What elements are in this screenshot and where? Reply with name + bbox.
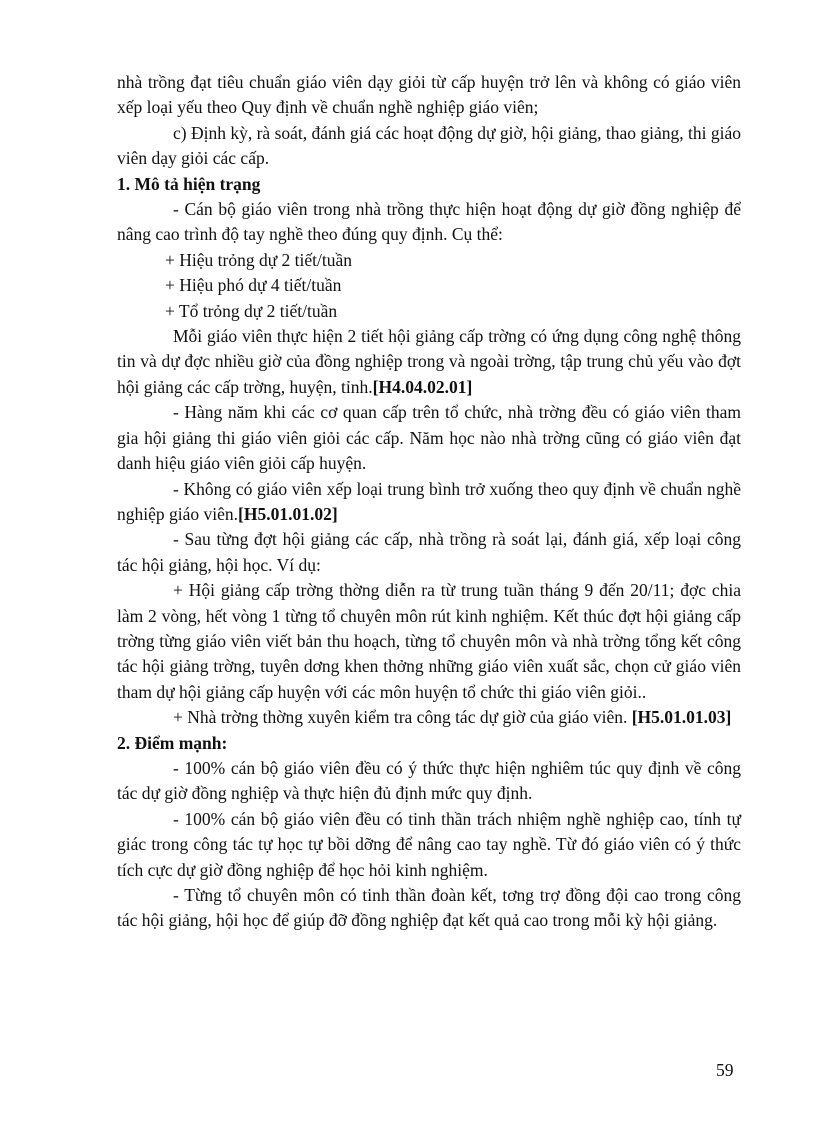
paragraph-inspection xyxy=(117,705,741,730)
page-number: 59 xyxy=(716,1060,734,1080)
paragraph-strength-2: - 100% cán bộ giáo viên đều có tinh thần trách nhiệm nghề nghiệp cao, tính tự giác trong công tác tự học tự bồi dỡng để nâng cao tay nghề. Từ đó giáo viên có ý thức tích cực dự giờ đồng nghiệp để học hỏi kinh nghiệm. xyxy=(117,808,741,880)
list-item-vice-principal: + Hiệu phó dự 4 tiết/tuần xyxy=(165,275,342,296)
paragraph-annual: - Hàng năm khi các cơ quan cấp trên tổ chức, nhà trờng đều có giáo viên tham gia hội giảng thi giáo viên giỏi các cấp. Năm học nào nhà trờng cũng có giáo viên đạt danh hiệu giáo viên giỏi cấp huyện. xyxy=(117,402,741,474)
paragraph-school-contest: + Hội giảng cấp trờng thờng diễn ra từ trung tuần tháng 9 đến 20/11; đợc chia làm 2 vòng, hết vòng 1 từng tổ chuyên môn rút kinh nghiệm. Kết thúc đợt hội giảng cấp trờng từng giáo viên viết bản thu hoạch, từng tổ chuyên môn và nhà trờng tổng kết công tác hội giảng trờng, tuyên dơng khen thởng những giáo viên xuất sắc, chọn cử giáo viên tham dự hội giảng cấp huyện với các môn huyện tổ chức thi giáo viên giỏi.. xyxy=(117,580,741,702)
paragraph-strength-3: - Từng tổ chuyên môn có tinh thần đoàn kết, tơng trợ đồng đội cao trong công tác hội giảng, hội học để giúp đỡ đồng nghiệp đạt kết quả cao trong mỗi kỳ hội giảng. xyxy=(117,885,741,931)
list-item-team-leader: + Tổ trỏng dự 2 tiết/tuần xyxy=(165,300,338,321)
document-page xyxy=(117,70,741,934)
paragraph-observation: - Cán bộ giáo viên trong nhà trồng thực hiện hoạt động dự giờ đồng nghiệp để nâng cao trình độ tay nghề theo đúng quy định. Cụ thể: xyxy=(117,199,741,245)
paragraph-text: + Nhà trờng thờng xuyên kiểm tra công tác dự giờ của giáo viên. xyxy=(173,707,628,728)
evidence-ref: [H5.01.01.03] xyxy=(631,707,732,728)
paragraph-text: - Không có giáo viên xếp loại trung bình trở xuống theo quy định về chuẩn nghề nghiệp giáo viên. xyxy=(117,478,741,524)
paragraph-strength-1: - 100% cán bộ giáo viên đều có ý thức thực hiện nghiêm túc quy định về công tác dự giờ đồng nghiệp và thực hiện đủ định mức quy định. xyxy=(117,757,741,804)
list-item-principal: + Hiệu trỏng dự 2 tiết/tuần xyxy=(165,249,353,270)
paragraph-teaching xyxy=(117,324,741,400)
paragraph-text: Mỗi giáo viên thực hiện 2 tiết hội giảng cấp trờng có ứng dụng công nghệ thông tin và dự đợc nhiều giờ của đồng nghiệp trong và ngoài trờng, tập trung chủ yếu vào đợt hội giảng các cấp trờng, huyện, tỉnh. xyxy=(117,326,741,397)
heading-strengths: 2. Điểm mạnh: xyxy=(117,732,228,753)
evidence-ref: [H4.04.02.01] xyxy=(372,376,473,397)
paragraph-review: - Sau từng đợt hội giảng các cấp, nhà trồng rà soát lại, đánh giá, xếp loại công tác hội giảng, hội học. Ví dụ: xyxy=(117,529,741,575)
paragraph-no-weak xyxy=(117,477,741,528)
paragraph-continued: nhà trồng đạt tiêu chuẩn giáo viên dạy giỏi từ cấp huyện trở lên và không có giáo viên xếp loại yếu theo Quy định về chuẩn nghề nghiệp giáo viên; xyxy=(117,72,741,118)
heading-current-state: 1. Mô tả hiện trạng xyxy=(117,173,261,194)
paragraph-criterion-c: c) Định kỳ, rà soát, đánh giá các hoạt động dự giờ, hội giảng, thao giảng, thi giáo viên dạy giỏi các cấp. xyxy=(117,122,741,169)
evidence-ref: [H5.01.01.02] xyxy=(238,503,338,524)
